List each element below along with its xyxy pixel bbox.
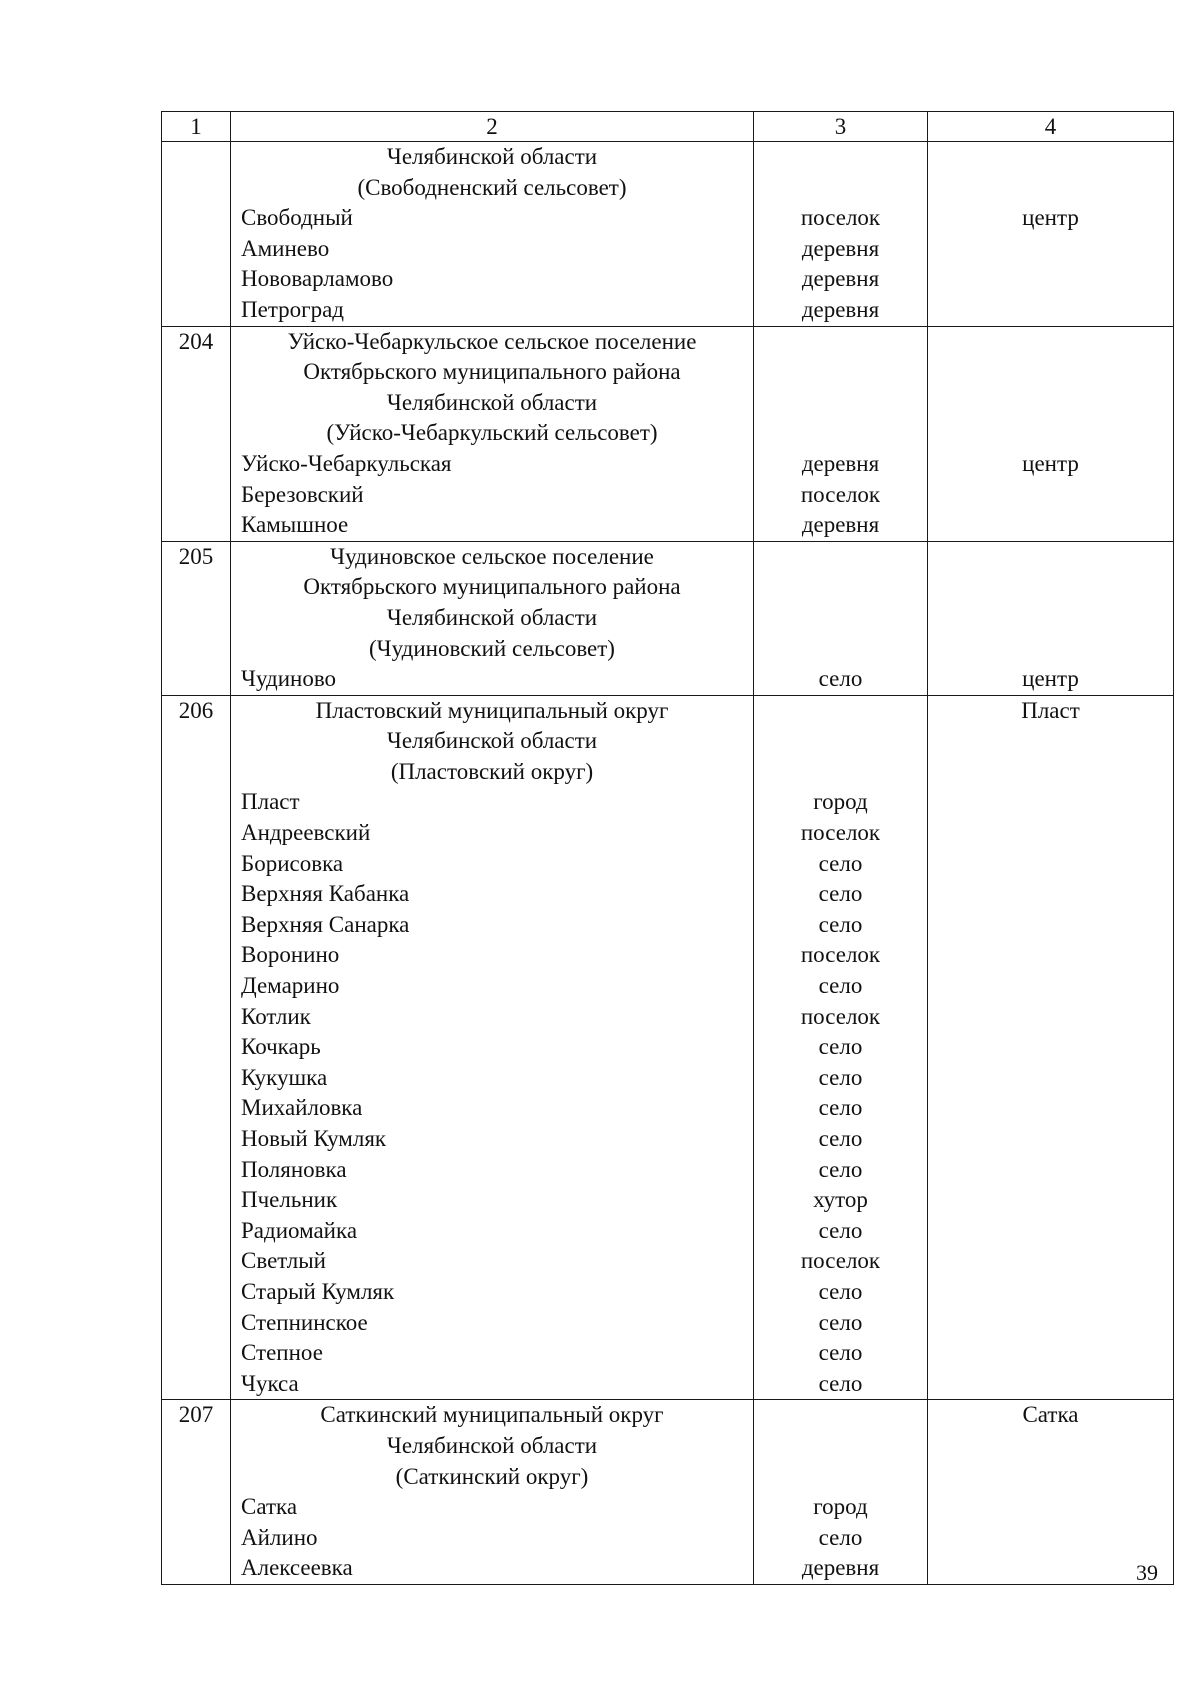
settlement-note: [928, 879, 1173, 910]
settlement-note: [928, 295, 1173, 326]
settlement-note: [928, 1063, 1173, 1094]
settlement-name: Андреевский: [241, 820, 371, 846]
settlement-name: Воронино: [241, 942, 340, 968]
settlement-note: центр: [1022, 205, 1079, 231]
spacer-line: [754, 1462, 927, 1493]
municipality-title-line: Чудиновское сельское поселение: [330, 543, 654, 569]
spacer-line: [928, 1431, 1173, 1462]
settlement-type: деревня: [801, 266, 880, 292]
settlement-name: Старый Кумляк: [241, 1278, 395, 1304]
settlement-name: Михайловка: [241, 1095, 363, 1121]
municipality-title-line: Челябинской области: [386, 389, 598, 415]
settlement-note: [928, 234, 1173, 265]
settlements-table: [161, 111, 1174, 1585]
municipality-title-line: (Пластовский округ): [390, 758, 594, 784]
settlement-note: [928, 1032, 1173, 1063]
settlement-note: [928, 1523, 1173, 1554]
section-row: [162, 142, 1174, 327]
settlement-note: [928, 1246, 1173, 1277]
settlement-type: деревня: [801, 235, 880, 261]
section-row: [162, 541, 1174, 695]
settlement-name: Степнинское: [241, 1309, 368, 1335]
settlement-type: поселок: [800, 1248, 881, 1274]
settlement-type: село: [818, 1126, 863, 1151]
section-number: 204: [178, 328, 214, 354]
spacer-line: [928, 572, 1173, 603]
settlement-note: [928, 480, 1173, 511]
spacer-line: [928, 726, 1173, 757]
column-number-row: [162, 112, 1174, 142]
settlement-name: Демарино: [241, 973, 340, 999]
section-names-cell: [231, 695, 754, 1400]
settlement-name: Пчельник: [241, 1187, 338, 1213]
section-row: [162, 695, 1174, 1400]
settlement-note: [928, 1338, 1173, 1369]
settlement-type: село: [818, 1370, 863, 1396]
section-center-cell: [928, 695, 1174, 1400]
settlement-type: село: [818, 1064, 863, 1090]
settlement-note: [928, 1155, 1173, 1186]
column-number-2: 2: [231, 112, 754, 142]
spacer-line: [928, 1462, 1173, 1493]
settlement-name: Петроград: [241, 296, 344, 322]
settlement-note: [928, 1093, 1173, 1124]
settlement-type: село: [818, 1340, 863, 1366]
settlement-name: Кукушка: [241, 1064, 328, 1090]
column-number-3: 3: [754, 112, 928, 142]
spacer-line: [928, 418, 1173, 449]
settlement-name: Свободный: [241, 205, 353, 231]
section-number: [162, 142, 230, 173]
settlement-name: Нововарламово: [241, 266, 394, 292]
section-center-cell: [928, 541, 1174, 695]
settlement-type: город: [813, 1494, 868, 1520]
municipality-title-line: Октябрьского муниципального района: [303, 574, 681, 600]
settlement-type: село: [818, 850, 863, 876]
settlement-note: [928, 1185, 1173, 1216]
settlement-type: деревня: [801, 1555, 880, 1581]
section-types-cell: [754, 1400, 928, 1585]
municipality-title-line: (Свободненский сельсовет): [357, 174, 627, 200]
administrative-center: [928, 327, 1173, 358]
settlement-note: [928, 1002, 1173, 1033]
settlement-note: [928, 1124, 1173, 1155]
settlement-type: село: [818, 881, 863, 907]
settlement-name: Степное: [241, 1340, 323, 1366]
spacer-line: [928, 634, 1173, 665]
section-row: [162, 326, 1174, 541]
settlement-note: [928, 971, 1173, 1002]
settlement-type: поселок: [800, 820, 881, 846]
settlement-name: Алексеевка: [241, 1555, 353, 1581]
settlement-note: [928, 849, 1173, 880]
section-number-cell: [162, 1400, 231, 1585]
settlement-name: Аминево: [241, 235, 330, 261]
settlement-note: центр: [1022, 450, 1079, 476]
spacer-line: [928, 757, 1173, 788]
spacer-line: [754, 726, 927, 757]
settlement-note: [928, 787, 1173, 818]
settlement-note: [928, 910, 1173, 941]
spacer-line: [754, 603, 927, 634]
spacer-line: [754, 357, 927, 388]
municipality-title-line: Челябинской области: [386, 604, 598, 630]
spacer-line: [754, 1400, 927, 1431]
administrative-center: Пласт: [1021, 697, 1080, 723]
section-types-cell: [754, 326, 928, 541]
settlement-type: поселок: [800, 205, 881, 231]
section-types-cell: [754, 142, 928, 327]
municipality-title-line: Саткинский муниципальный округ: [320, 1402, 664, 1428]
settlement-note: [928, 940, 1173, 971]
spacer-line: [928, 603, 1173, 634]
settlement-type: село: [818, 911, 863, 937]
settlement-note: [928, 264, 1173, 295]
spacer-line: [754, 1431, 927, 1462]
page-number: 39: [1136, 1560, 1158, 1585]
settlement-type: поселок: [800, 1003, 881, 1029]
settlement-note: центр: [1022, 666, 1079, 692]
settlement-name: Новый Кумляк: [241, 1126, 387, 1151]
spacer-line: [754, 173, 927, 204]
settlement-note: [928, 1492, 1173, 1523]
settlement-type: деревня: [801, 296, 880, 322]
settlement-name: Светлый: [241, 1248, 326, 1274]
settlement-name: Кочкарь: [241, 1034, 321, 1060]
spacer-line: [754, 542, 927, 573]
settlement-name: Уйско-Чебаркульская: [241, 450, 452, 476]
municipality-title-line: (Уйско-Чебаркульский сельсовет): [326, 420, 658, 446]
settlement-type: село: [818, 1156, 863, 1182]
section-names-cell: [231, 326, 754, 541]
settlement-name: Чудиново: [241, 666, 337, 692]
section-row: [162, 1400, 1174, 1585]
settlement-type: город: [813, 789, 868, 815]
municipality-title-line: Челябинской области: [386, 728, 598, 754]
municipality-title-line: Уйско-Чебаркульское сельское поселение: [287, 328, 697, 354]
settlement-type: село: [818, 1217, 863, 1243]
settlement-name: Поляновка: [241, 1156, 347, 1182]
spacer-line: [754, 142, 927, 173]
settlement-type: поселок: [800, 942, 881, 968]
column-number-1: 1: [162, 112, 231, 142]
spacer-line: [754, 327, 927, 358]
settlement-type: поселок: [800, 481, 881, 507]
section-center-cell: [928, 1400, 1174, 1585]
municipality-title-line: Октябрьского муниципального района: [303, 359, 681, 385]
municipality-title-line: Челябинской области: [386, 1432, 598, 1458]
settlement-type: село: [818, 666, 863, 692]
section-number-cell: [162, 326, 231, 541]
settlement-note: [928, 818, 1173, 849]
settlement-type: село: [818, 1034, 863, 1060]
section-names-cell: [231, 142, 754, 327]
settlement-note: [928, 1277, 1173, 1308]
section-number: 207: [178, 1402, 214, 1428]
settlement-name: Березовский: [241, 481, 364, 507]
spacer-line: [928, 173, 1173, 204]
settlement-name: Сатка: [241, 1494, 298, 1520]
settlement-name: Котлик: [241, 1003, 311, 1029]
spacer-line: [754, 418, 927, 449]
settlement-type: село: [818, 1095, 863, 1121]
spacer-line: [928, 388, 1173, 419]
settlement-type: село: [818, 1524, 863, 1550]
spacer-line: [754, 696, 927, 727]
administrative-center: [928, 542, 1173, 573]
settlement-name: Камышное: [241, 512, 349, 538]
section-number-cell: [162, 541, 231, 695]
settlement-name: Верхняя Санарка: [241, 911, 410, 937]
settlement-note: [928, 510, 1173, 541]
spacer-line: [754, 572, 927, 603]
column-number-4: 4: [928, 112, 1174, 142]
section-names-cell: [231, 541, 754, 695]
section-types-cell: [754, 695, 928, 1400]
settlement-type: село: [818, 973, 863, 999]
section-center-cell: [928, 142, 1174, 327]
municipality-title-line: (Саткинский округ): [395, 1463, 589, 1489]
spacer-line: [754, 757, 927, 788]
section-names-cell: [231, 1400, 754, 1585]
municipality-title-line: (Чудиновский сельсовет): [369, 635, 615, 661]
settlement-note: [928, 1216, 1173, 1247]
section-number: 206: [178, 697, 214, 723]
section-types-cell: [754, 541, 928, 695]
settlement-name: Радиомайка: [241, 1217, 358, 1243]
settlement-type: село: [818, 1309, 863, 1335]
section-number: 205: [178, 543, 214, 569]
settlement-note: [928, 1308, 1173, 1339]
section-center-cell: [928, 326, 1174, 541]
spacer-line: [754, 634, 927, 665]
settlement-note: [928, 1369, 1173, 1400]
administrative-center: [928, 142, 1173, 173]
settlement-type: деревня: [801, 512, 880, 538]
settlement-type: деревня: [801, 450, 880, 476]
settlement-name: Борисовка: [241, 850, 344, 876]
settlement-name: Верхняя Кабанка: [241, 881, 410, 907]
settlement-name: Чукса: [241, 1370, 299, 1396]
administrative-center: Сатка: [1022, 1402, 1079, 1428]
section-number-cell: [162, 142, 231, 327]
settlement-type: хутор: [813, 1187, 868, 1213]
settlement-type: село: [818, 1278, 863, 1304]
settlement-name: Айлино: [241, 1524, 318, 1550]
settlement-name: Пласт: [241, 789, 300, 815]
spacer-line: [928, 357, 1173, 388]
spacer-line: [754, 388, 927, 419]
table-body: [162, 142, 1174, 1585]
municipality-title-line: Челябинской области: [386, 144, 598, 169]
section-number-cell: [162, 695, 231, 1400]
municipality-title-line: Пластовский муниципальный округ: [315, 697, 669, 723]
